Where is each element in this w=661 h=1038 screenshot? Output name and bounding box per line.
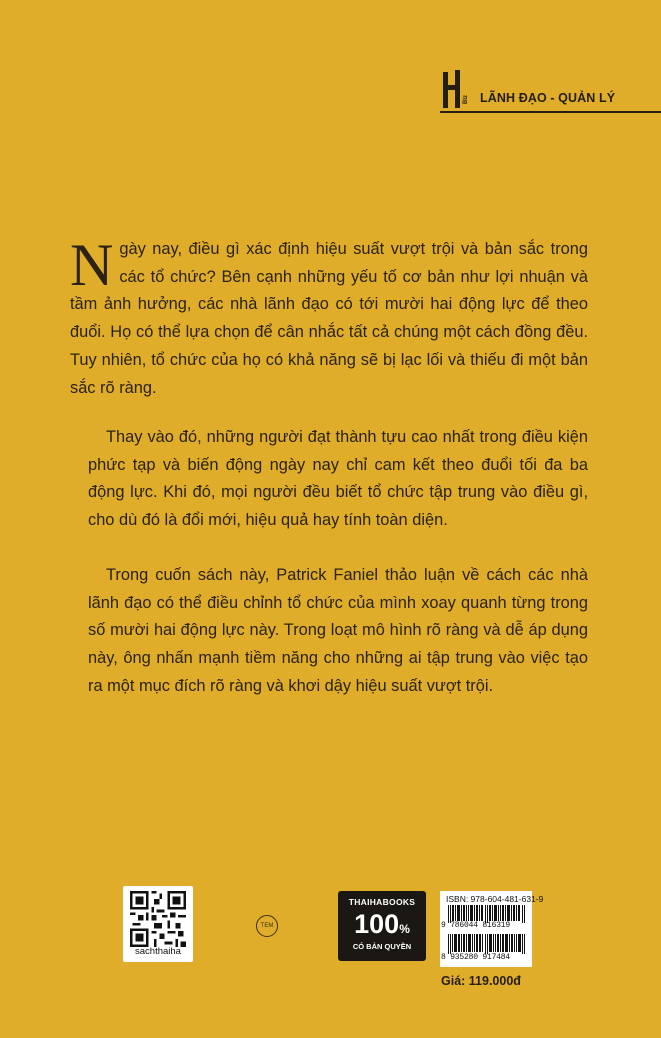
publisher-logo-icon [442, 70, 468, 110]
badge-percent-value: 100 [354, 909, 400, 939]
copyright-badge [338, 891, 426, 961]
blurb-paragraph-1 [70, 232, 588, 402]
series-label: LÃNH ĐẠO - QUẢN LÝ [480, 91, 616, 105]
badge-brand: THAIHABOOKS [348, 897, 416, 907]
badge-subtitle: CÓ BẢN QUYỀN [352, 942, 412, 951]
ean-barcode-digits: 8 935280 917484 [441, 953, 511, 962]
drop-cap: N [70, 232, 114, 298]
qr-code-icon [130, 891, 186, 947]
svg-text:Biz: Biz [463, 95, 469, 104]
qr-label: sachthaiha [135, 946, 181, 957]
price-label: Giá: 119.000đ [441, 974, 521, 988]
badge-percent-sign: % [399, 922, 410, 936]
isbn-label: ISBN: 978-604-481-631-9 [446, 894, 544, 904]
series-header [440, 70, 661, 116]
blurb-text-3: Trong cuốn sách này, Patrick Faniel thảo luận về cách các nhà lãnh đạo có thể điều chỉnh tổ chức của mình xoay quanh từng trong số mười hai động lực này. Trong loạt mô hình rõ ràng và dễ áp dụng này, ông nhấn mạnh tiềm năng cho những ai tập trung vào việc tạo ra một mục đích rõ ràng và khơi dậy hiệu suất vượt trội. [88, 566, 588, 695]
blurb-text-1: gày nay, điều gì xác định hiệu suất vượt trội và bản sắc trong các tổ chức? Bên cạnh những yếu tố cơ bản như lợi nhuận và tầm ảnh hưởng, các nhà lãnh đạo có tới mười hai động lực để theo đuổi. Họ có thể lựa chọn để cân nhắc tất cả chúng một cách đồng đều. Tuy nhiên, tổ chức của họ có khả năng sẽ bị lạc lối và thiếu đi một bản sắc rõ ràng. [70, 240, 588, 397]
isbn-barcode-panel [440, 891, 544, 967]
badge-percent [338, 909, 426, 944]
series-divider [440, 111, 661, 113]
blurb-paragraph-2 [88, 424, 588, 535]
qr-code-panel [123, 886, 193, 962]
blurb-paragraph-3 [88, 562, 588, 701]
tem-stamp: TEM [256, 915, 278, 937]
ean-barcode-icon [448, 934, 526, 954]
blurb-text-2: Thay vào đó, những người đạt thành tựu cao nhất trong điều kiện phức tạp và biến động ngày nay chỉ cam kết theo đuổi tối đa ba động lực. Khi đó, mọi người đều biết tổ chức tập trung vào điều gì, cho dù đó là đổi mới, hiệu quả hay tính toàn diện. [88, 428, 588, 530]
isbn-barcode-digits: 9 786044 816319 [441, 921, 511, 930]
